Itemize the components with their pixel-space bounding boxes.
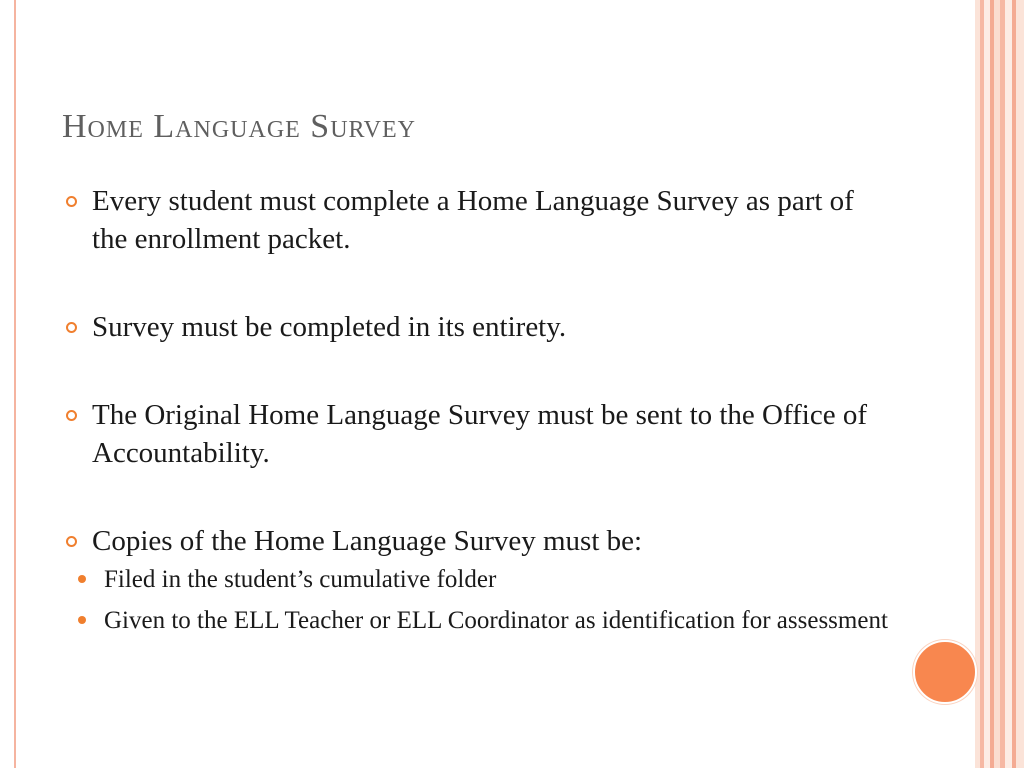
bullet-item bbox=[62, 308, 892, 346]
bullet-item bbox=[62, 522, 892, 560]
ring-bullet-icon bbox=[66, 536, 77, 547]
sub-bullet-list bbox=[62, 564, 892, 636]
decor-circle bbox=[913, 640, 977, 704]
bullet-list bbox=[62, 182, 892, 646]
bullet-text: The Original Home Language Survey must be sent to the Office of Accountability. bbox=[92, 399, 867, 469]
bullet-item bbox=[62, 182, 892, 258]
left-border-line bbox=[14, 0, 16, 768]
dot-bullet-icon bbox=[78, 616, 86, 624]
decor-stripe bbox=[1016, 0, 1024, 768]
decor-stripe bbox=[1005, 0, 1012, 768]
bullet-text: Every student must complete a Home Language Survey as part of the enrollment packet. bbox=[92, 185, 854, 255]
ring-bullet-icon bbox=[66, 196, 77, 207]
sub-bullet-item bbox=[62, 564, 892, 595]
bullet-text: Survey must be completed in its entirety. bbox=[92, 311, 567, 343]
sub-bullet-text: Filed in the student’s cumulative folder bbox=[104, 566, 497, 593]
bullet-item bbox=[62, 396, 892, 472]
ring-bullet-icon bbox=[66, 322, 77, 333]
sub-bullet-text: Given to the ELL Teacher or ELL Coordinator as identification for assessment bbox=[104, 607, 888, 634]
sub-bullet-item bbox=[62, 605, 892, 636]
dot-bullet-icon bbox=[78, 575, 86, 583]
ring-bullet-icon bbox=[66, 410, 77, 421]
slide-title: Home Language Survey bbox=[62, 108, 416, 145]
bullet-text: Copies of the Home Language Survey must be: bbox=[92, 525, 643, 557]
